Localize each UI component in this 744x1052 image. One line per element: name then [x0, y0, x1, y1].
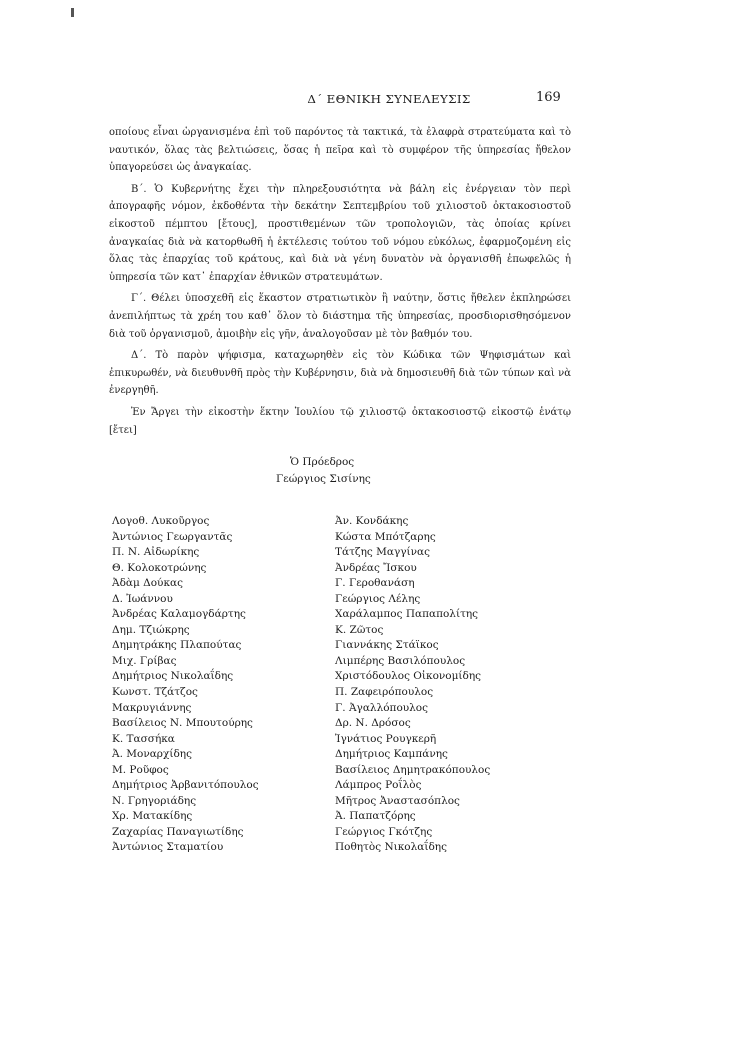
signatory-name: Δημήτριος Ἀρβανιτόπουλος [112, 779, 259, 792]
signatory-name: Χαράλαμπος Παπαπολίτης [335, 608, 479, 621]
signatory-name: Ἀντώνιος Σταματίου [112, 841, 224, 854]
signatory-name: Δημήτριος Νικολαΐδης [112, 670, 234, 683]
signatory-name: Μιχ. Γρίβας [112, 654, 177, 667]
signatory-name: Λάμπρος Ροΐλὸς [335, 779, 422, 792]
signatory-name: Βασίλειος Δημητρακόπουλος [335, 763, 491, 776]
paragraph-article-c: Γ΄. Θέλει ὑποσχεθῆ εἰς ἕκαστον στρατιωτικὸν ἢ ναύτην, ὅστις ἤθελεν ἐκπληρώσει ἀνεπιλήπτως τὰ χρέη του καθ᾽ ὅλον τὸ διάστημα τῆς ὑπηρεσίας, προσδιορισθησόμενον διὰ τοῦ ὀργανισμοῦ, ἀμοιβὴν εἰς γῆν, ἀναλογοῦσαν μὲ τὸν βαθμόν του. [109, 293, 571, 340]
signatory-name: Δρ. Ν. Δρόσος [335, 717, 411, 730]
paragraph-continuation: οποίους εἶναι ὡργανισμένα ἐπὶ τοῦ παρόντος τὰ τακτικά, τὰ ἐλαφρὰ στρατεύματα καὶ τὸ ναυτικόν, ὅλας τὰς βελτιώσεις, ὅσας ἡ πεῖρα καὶ τὸ συμφέρον τῆς ὑπηρεσίας ἤθελον ὑπαγορεύσει ὡς ἀναγκαίας. [109, 127, 571, 174]
signatory-name: Γεώργιος Λέλης [335, 592, 421, 605]
signatory-name: Λογοθ. Λυκοῦργος [112, 515, 210, 527]
dating-line: Ἐν Ἄργει τὴν εἰκοστὴν ἕκτην Ἰουλίου τῷ χιλιοστῷ ὀκτακοσιοστῷ εἰκοστῷ ἑνάτῳ [ἔτει] [109, 407, 571, 436]
signatory-name: Ἀδὰμ Δούκας [112, 577, 183, 590]
signatory-name: Ἀνδρέας Ἴσκου [335, 561, 417, 574]
signatory-name: Θ. Κολοκοτρώνης [112, 561, 207, 574]
paragraph-article-b: Β΄. Ὁ Κυβερνήτης ἔχει τὴν πληρεξουσιότητα νὰ βάλη εἰς ἐνέργειαν τὸν περὶ ἀπογραφῆς νόμον, ἐκδοθέντα τὴν δεκάτην Σεπτεμβρίου τοῦ χιλιοστοῦ ὀκτακοσιοστοῦ εἰκοστοῦ πέμπτου [ἔτους], προστιθεμένων τῶν τροπολογιῶν, τὰς ὁποίας κρίνει ἀναγκαίας διὰ νὰ κατορθωθῆ ἡ ἐκτέλεσις τούτου τοῦ νόμου εὐκόλως, ἐφαρμοζομένη εἰς ὅλας τὰς ἐπαρχίας τοῦ κράτους, καὶ διὰ νὰ γένη δυνατὸν νὰ ὀργανισθῆ ἐπωφελῶς ἡ ὑπηρεσία τῶν κατ᾽ ἐπαρχίαν ἐθνικῶν στρατευμάτων. [109, 183, 571, 283]
signatory-name: Δημήτριος Καμπάνης [335, 748, 448, 761]
signatory-name: Ἰγνάτιος Ρουγκερῆ [335, 732, 437, 745]
signatory-name: Χριστόδουλος Οἰκονομίδης [335, 670, 482, 683]
signatory-name: Ἀντώνιος Γεωργαντᾶς [112, 530, 233, 543]
signatory-name: Κωνστ. Τζάτζος [112, 686, 198, 699]
paragraph-article-d: Δ΄. Τὸ παρὸν ψήφισμα, καταχωρηθὲν εἰς τὸν Κώδικα τῶν Ψηφισμάτων καὶ ἐπικυρωθέν, νὰ διευθυνθῆ πρὸς τὴν Κυβέρνησιν, διὰ νὰ δημοσιευθῆ διὰ τῶν τύπων καὶ νὰ ἐνεργηθῆ. [109, 350, 571, 397]
signatory-name: Π. Ν. Αἰδωρίκης [112, 546, 200, 559]
signatory-name: Βασίλειος Ν. Μπουτούρης [112, 717, 253, 730]
signatory-name: Ἀνδρέας Καλαμογδάρτης [112, 608, 246, 621]
signatory-name: Ποθητὸς Νικολαΐδης [335, 841, 447, 854]
signatory-name: Κ. Τασσήκα [112, 732, 175, 745]
signatory-name: Κ. Ζῶτος [335, 623, 384, 636]
signatory-name: Δημητράκης Πλαπούτας [112, 639, 242, 652]
signatory-name: Χρ. Ματακίδης [112, 810, 193, 823]
signatories-left-column [112, 514, 259, 856]
signatory-name: Μ. Ροῦφος [112, 763, 169, 776]
signatory-name: Γ. Ἀγαλλόπουλος [335, 701, 429, 714]
signatory-name: Δ. Ἰωάννου [112, 592, 173, 605]
decree-body [109, 124, 571, 400]
running-header: Δ΄ ΕΘΝΙΚΗ ΣΥΝΕΛΕΥΣΙΣ [307, 93, 471, 106]
signatory-name: Γ. Γεροθανάση [335, 577, 415, 590]
signatory-name: Ἀ. Παπατζόρης [335, 810, 416, 823]
signatory-name: Μῆτρος Ἀναστασόπλος [335, 794, 460, 807]
signatory-name: Ζαχαρίας Παναγιωτίδης [112, 825, 244, 838]
signatory-name: Τάτζης Μαγγίνας [335, 546, 430, 559]
president-name: Γεώργιος Σισίνης [276, 473, 371, 485]
scan-edge-mark [71, 8, 74, 17]
president-title: Ὁ Πρόεδρος [290, 456, 355, 468]
signatory-name: Δημ. Τζιώκρης [112, 623, 190, 636]
signatory-name: Ἀ. Μοναρχίδης [112, 748, 192, 761]
page-number: 169 [536, 90, 561, 105]
signatory-name: Μακρυγιάννης [112, 701, 192, 714]
signatories-right-column [335, 514, 490, 856]
signatory-name: Ἀν. Κονδάκης [335, 515, 409, 527]
signatory-name: Ν. Γρηγοριάδης [112, 794, 197, 807]
signatory-name: Γιαννάκης Στάϊκος [335, 639, 439, 652]
signatory-name: Π. Ζαφειρόπουλος [335, 686, 434, 699]
signatory-name: Γεώργιος Γκότζης [335, 825, 433, 838]
signatory-name: Λιμπέρης Βασιλόπουλος [335, 654, 466, 667]
signatory-name: Κώστα Μπότζαρης [335, 530, 436, 543]
